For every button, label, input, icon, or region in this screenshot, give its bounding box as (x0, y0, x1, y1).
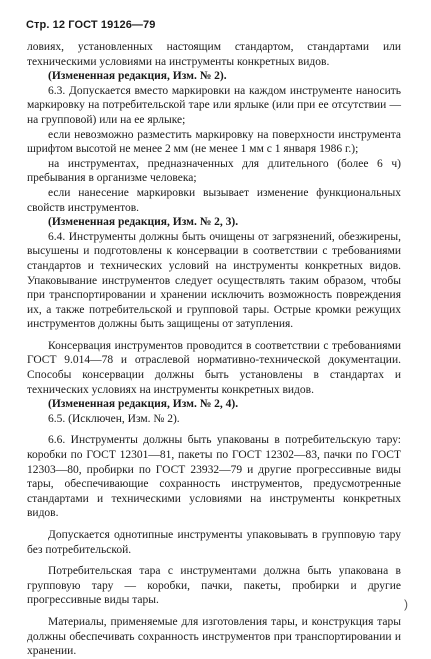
clause-6-5: 6.5. (Исключен, Изм. № 2). (48, 412, 180, 425)
clause-6-6-group-packing: Допускается однотипные инструменты упаковывать в групповую тару без потребительской. (27, 529, 401, 556)
revision-note: (Измененная редакция, Изм. № 2, 4). (48, 398, 239, 411)
clause-6-6-materials: Материалы, применяемые для изготовления тары, и конструкция тары должны обеспечивать сохранность инструментов при транспортировании и хранении. (27, 615, 401, 658)
clause-6-4: 6.4. Инструменты должны быть очищены от загрязнений, обезжирены, высушены и подготовлены к консервации в соответствии с требованиями стандартов и технических условий на инструменты конкретных видов. Упаковывание инструментов следует осуществлять таким образом, чтобы при транспортировании и хранении исключить возможность повреждения их, а также потребительской и групповой тары. Острые кромки режущих инструментов должны быть защищены от затупления. (27, 230, 401, 331)
paragraph-continuation: ловиях, установленных настоящим стандартом, стандартами или техническими условиями на инструменты конкретных видов. (27, 41, 401, 68)
margin-mark: ) (404, 597, 408, 611)
clause-6-3-condition-1: если невозможно разместить маркировку на поверхности инструмента шрифтом высотой не менее 2 мм (не менее 1 мм с 1 января 1986 г.); (27, 128, 401, 156)
clause-6-6-consumer-packing: Потребительская тара с инструментами должна быть упакована в групповую тару — коробки, пачки, пакеты, пробирки и другие прогрессивные виды тары. (27, 565, 401, 607)
clause-6-4-conservation: Консервация инструментов проводится в соответствии с требованиями ГОСТ 9.014—78 и отраслевой нормативно-технической документации. Способы консервации должны быть установлены в стандартах и технических условиях на инструменты конкретных видов. (27, 339, 401, 396)
revision-note: (Измененная редакция, Изм. № 2, 3). (48, 216, 239, 229)
clause-6-3: 6.3. Допускается вместо маркировки на каждом инструменте наносить маркировку на потребительской таре или ярлыке (или при ее отсутствии — на групповой) или на ее ярлыке; (27, 84, 401, 126)
page-header: Стр. 12 ГОСТ 19126—79 (26, 19, 156, 31)
clause-6-6: 6.6. Инструменты должны быть упакованы в потребительскую тару: коробки по ГОСТ 12301—81, пакеты по ГОСТ 12302—83, пачки по ГОСТ 12303—80, пробирки по ГОСТ 23932—79 и другие прогрессивные виды тары, обеспечивающие сохранность инструментов, предусмотренные стандартами и техническими условиями на инструменты конкретных видов. (27, 434, 401, 520)
document-body (27, 40, 401, 659)
clause-6-3-condition-2: на инструментах, предназначенных для длительного (более 6 ч) пребывания в организме человека; (27, 157, 401, 185)
revision-note: (Измененная редакция, Изм. № 2). (48, 70, 227, 83)
clause-6-3-condition-3: если нанесение маркировки вызывает изменение функциональных свойств инструментов. (27, 186, 401, 214)
